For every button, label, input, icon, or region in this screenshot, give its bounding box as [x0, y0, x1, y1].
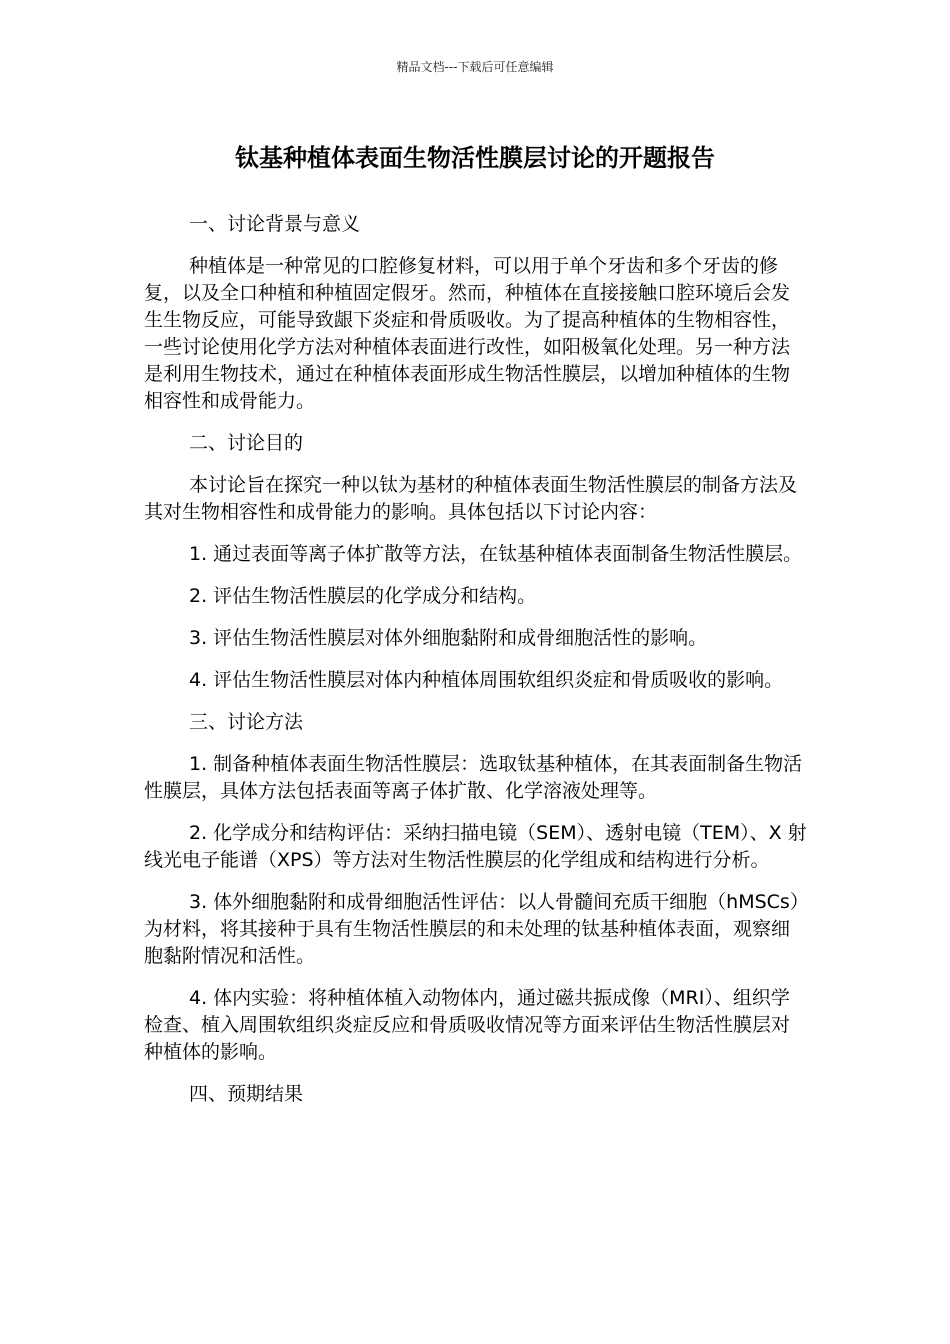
section-heading-background: 一、讨论背景与意义 — [189, 213, 361, 235]
method-item-1: 1. 制备种植体表面生物活性膜层：选取钛基种植体，在其表面制备生物活性膜层，具体方法包括表面等离子体扩散、化学溶液处理等。 — [144, 753, 803, 802]
paragraph-purpose: 本讨论旨在探究一种以钛为基材的种植体表面生物活性膜层的制备方法及其对生物相容性和成骨能力的影响。具体包括以下讨论内容： — [144, 474, 798, 523]
method-item-2: 2. 化学成分和结构评估：采纳扫描电镜（SEM）、透射电镜（TEM）、X 射线光电子能谱（XPS）等方法对生物活性膜层的化学组成和结构进行分析。 — [144, 822, 807, 871]
section-heading-purpose: 二、讨论目的 — [189, 432, 304, 454]
purpose-item-2: 2. 评估生物活性膜层的化学成分和结构。 — [189, 585, 537, 607]
document-title: 钛基种植体表面生物活性膜层讨论的开题报告 — [235, 144, 715, 172]
purpose-item-1: 1. 通过表面等离子体扩散等方法，在钛基种植体表面制备生物活性膜层。 — [189, 543, 803, 565]
paragraph-background: 种植体是一种常见的口腔修复材料，可以用于单个牙齿和多个牙齿的修复，以及全口种植和种植固定假牙。然而，种植体在直接接触口腔环境后会发生生物反应，可能导致龈下炎症和骨质吸收。为了提高种植体的生物相容性，一些讨论使用化学方法对种植体表面进行改性，如阳极氧化处理。另一种方法是利用生物技术，通过在种植体表面形成生物活性膜层，以增加种植体的生物相容性和成骨能力。 — [144, 255, 791, 412]
method-item-3: 3. 体外细胞黏附和成骨细胞活性评估：以人骨髓间充质干细胞（hMSCs）为材料，将其接种于具有生物活性膜层的和未处理的钛基种植体表面，观察细胞黏附情况和活性。 — [144, 891, 800, 967]
header-note: 精品文档---下载后可任意编辑 — [396, 60, 554, 74]
purpose-item-4: 4. 评估生物活性膜层对体内种植体周围软组织炎症和骨质吸收的影响。 — [189, 669, 784, 691]
section-heading-methods: 三、讨论方法 — [189, 711, 304, 733]
purpose-item-3: 3. 评估生物活性膜层对体外细胞黏附和成骨细胞活性的影响。 — [189, 627, 708, 649]
method-item-4: 4. 体内实验：将种植体植入动物体内，通过磁共振成像（MRI）、组织学检查、植入周围软组织炎症反应和骨质吸收情况等方面来评估生物活性膜层对种植体的影响。 — [144, 987, 791, 1063]
section-heading-expected-results: 四、预期结果 — [189, 1083, 304, 1105]
document-body — [144, 211, 808, 1123]
